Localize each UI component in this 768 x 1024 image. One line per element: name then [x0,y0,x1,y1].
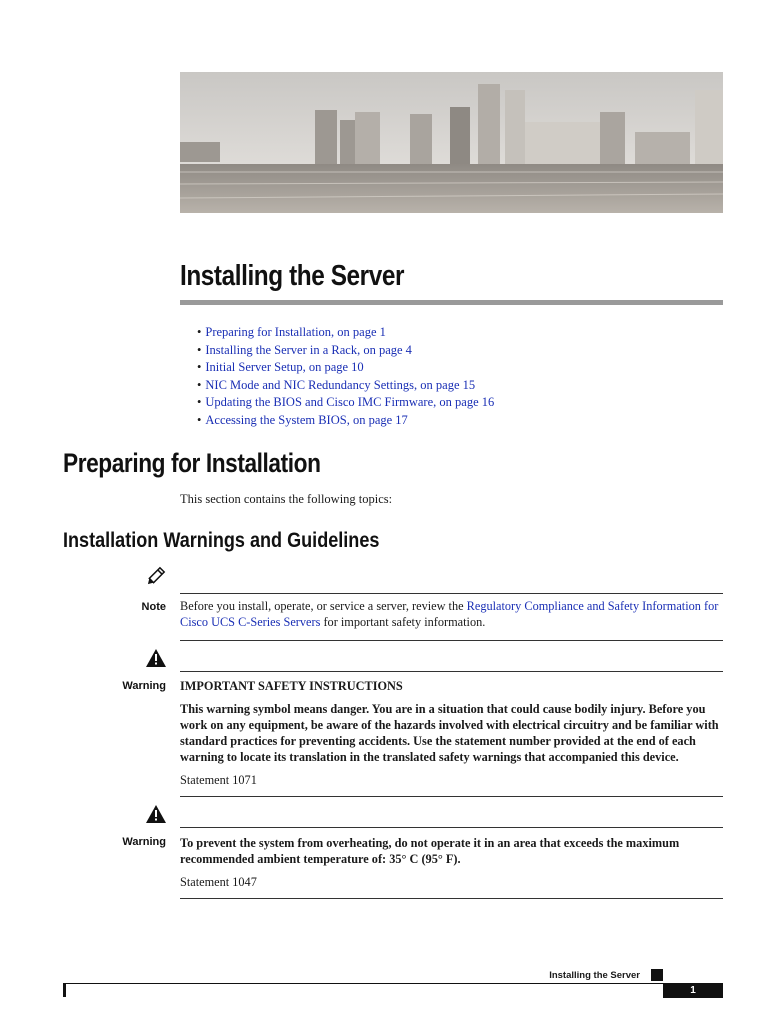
regulatory-compliance-link[interactable]: Regulatory Compliance and Safety Information for Cisco UCS C-Series Servers [180,599,719,629]
pencil-icon [144,566,166,593]
footer-marker [651,969,663,981]
note-body [180,598,725,630]
warning1-body: This warning symbol means danger. You are in a situation that could cause bodily injury. Before you work on any equipment, be aware of the hazards involved with electrical circuitry and be familiar with standard practices for preventing accidents. Use the statement number provided at the end of each warning to locate its translation in the translated safety warnings that accompanied this device. [180,702,719,764]
warning2-top-rule [180,827,723,828]
note-bottom-rule [180,640,723,641]
toc-link-updating-bios[interactable]: Updating the BIOS and Cisco IMC Firmware, on page 16 [205,395,495,409]
toc-bullet: • [197,395,202,409]
warning1-statement: Statement 1071 [180,773,257,787]
note-label: Note [141,601,166,613]
toc-item [197,377,494,395]
note-text-after: for important safety information. [320,615,486,629]
note-top-rule [180,593,723,594]
warning2-label: Warning [122,836,166,848]
chapter-toc [197,324,494,429]
warning1-heading: IMPORTANT SAFETY INSTRUCTIONS [180,679,403,693]
toc-item [197,394,494,412]
warning1-bottom-rule [180,796,723,797]
note-text-before: Before you install, operate, or service a server, review the [180,599,467,613]
toc-item [197,412,494,430]
toc-item [197,359,494,377]
warning2-bottom-rule [180,898,723,899]
toc-link-preparing[interactable]: Preparing for Installation, on page 1 [205,325,386,339]
toc-bullet: • [197,377,202,392]
footer-rule [63,983,723,984]
section-title: Preparing for Installation [63,448,321,478]
subsection-title: Installation Warnings and Guidelines [63,529,380,552]
toc-link-initial-setup[interactable]: Initial Server Setup, on page 10 [205,360,364,374]
title-rule [180,300,723,305]
toc-bullet: • [197,360,202,374]
warning1-label: Warning [122,680,166,692]
toc-bullet: • [197,325,202,339]
warning1-top-rule [180,671,723,672]
chapter-banner-image [180,72,723,213]
toc-link-installing-rack[interactable]: Installing the Server in a Rack, on page 4 [205,342,412,357]
page-number: 1 [663,983,723,998]
warning2-statement: Statement 1047 [180,875,257,889]
warning2-body: To prevent the system from overheating, do not operate it in an area that exceeds the maximum recommended ambient temperature of: 35° C (95° F). [180,836,680,866]
warning-triangle-icon [146,805,166,828]
warning-triangle-icon [146,649,166,672]
footer-chapter-label: Installing the Server [549,970,640,981]
toc-item [197,324,494,342]
chapter-title: Installing the Server [180,260,405,292]
toc-link-nic-mode[interactable]: NIC Mode and NIC Redundancy Settings, on page 15 [205,377,476,392]
section-intro: This section contains the following topics: [180,492,393,506]
toc-item [197,342,494,360]
footer-tick [63,983,66,997]
toc-bullet: • [197,412,202,427]
toc-link-accessing-bios[interactable]: Accessing the System BIOS, on page 17 [205,412,408,427]
toc-bullet: • [197,342,202,357]
